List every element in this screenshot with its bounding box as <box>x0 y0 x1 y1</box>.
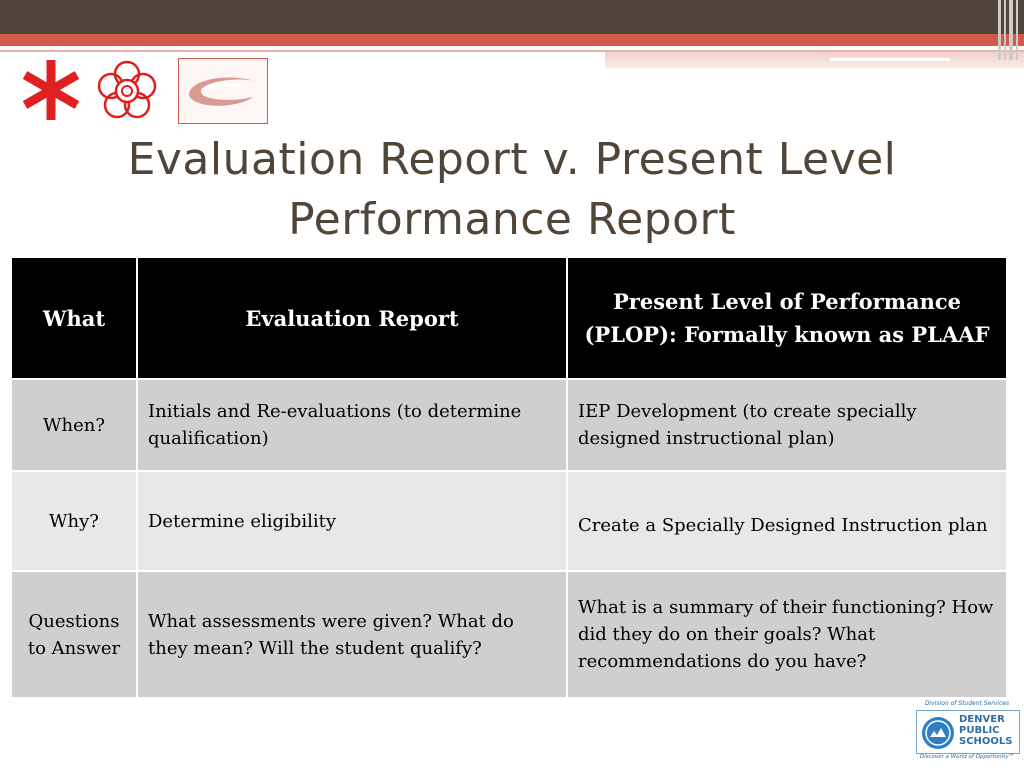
dps-logo-box <box>916 710 1020 754</box>
cell-plop-why: Create a Specially Designed Instruction plan <box>567 471 1007 571</box>
row-label-questions: Questions to Answer <box>11 571 137 698</box>
accent-band <box>0 34 1024 46</box>
cell-plop-questions: What is a summary of their functioning? How did they do on their goals? What recommendations do you have? <box>567 571 1007 698</box>
dps-name-line2: PUBLIC <box>959 725 1000 736</box>
flower-icon <box>94 58 160 124</box>
cell-evaluation-why: Determine eligibility <box>137 471 567 571</box>
dps-division: Division of Student Services <box>924 700 1010 707</box>
cell-evaluation-questions: What assessments were given? What do they mean? Will the student qualify? <box>137 571 567 698</box>
header-plop: Present Level of Performance (PLOP): Formally known as PLAAF <box>567 257 1007 379</box>
asterisk-icon <box>18 56 88 126</box>
table-row <box>11 571 1007 698</box>
swirl-logo <box>178 58 268 124</box>
accent-stripe <box>605 52 1024 68</box>
dps-seal-icon <box>922 717 954 749</box>
row-label-why: Why? <box>11 471 137 571</box>
dps-tagline: Discover a World of Opportunity™ <box>919 754 1015 760</box>
accent-stripe-highlight <box>830 58 950 61</box>
table-header-row <box>11 257 1007 379</box>
row-label-when: When? <box>11 379 137 471</box>
header-evaluation-report: Evaluation Report <box>137 257 567 379</box>
comparison-table <box>10 256 1008 699</box>
top-bar <box>0 0 1024 34</box>
decorative-bars <box>996 0 1024 60</box>
dps-logo <box>914 700 1020 766</box>
table-row <box>11 379 1007 471</box>
cell-plop-when: IEP Development (to create specially designed instructional plan) <box>567 379 1007 471</box>
cell-evaluation-when: Initials and Re-evaluations (to determine qualification) <box>137 379 567 471</box>
slide-title: Evaluation Report v. Present Level Performance Report <box>127 134 897 245</box>
dps-name-line3: SCHOOLS <box>959 736 1013 747</box>
dps-name <box>959 714 1013 747</box>
table-row <box>11 471 1007 571</box>
header-what: What <box>11 257 137 379</box>
dps-name-line1: DENVER <box>959 714 1005 725</box>
